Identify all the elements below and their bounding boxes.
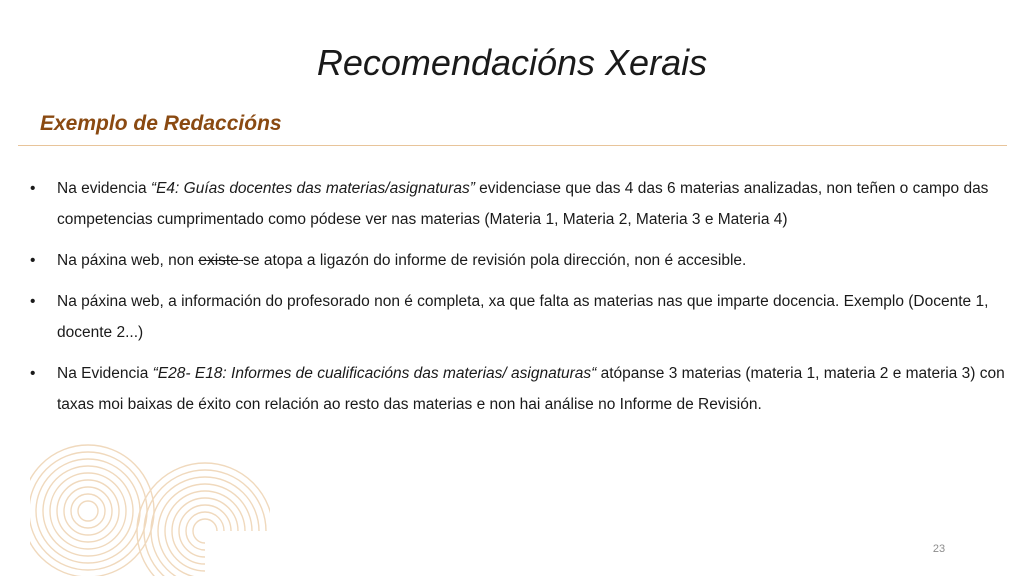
page-number: 23 — [932, 543, 946, 555]
divider-line — [18, 145, 1007, 146]
logo-arc — [151, 477, 259, 576]
logo-ring — [71, 494, 105, 528]
list-item — [30, 173, 1005, 235]
logo-arc — [179, 505, 231, 557]
bullet-text-pre: Na páxina web, non — [57, 252, 199, 269]
logo-arc — [165, 491, 245, 571]
list-item — [30, 286, 1005, 348]
bullet-list — [30, 173, 1005, 430]
logo-ring — [30, 452, 147, 570]
logo-arc — [172, 498, 238, 564]
concentric-arcs-logo-icon — [30, 436, 270, 576]
logo-ring — [36, 459, 140, 563]
bullet-text: Na páxina web, a información do profesorado non é completa, xa que falta as materias nas que imparte docencia. Exemplo (Docente 1, docente 2...) — [57, 293, 989, 341]
bullet-text-post: atópanse 3 materias (materia 1, materia 2 e materia 3) con taxas moi baixas de éxito con relación ao resto das materias e non hai análise no Informe de Revisión. — [57, 365, 1005, 413]
logo-ring — [57, 480, 119, 542]
logo-arc — [193, 519, 217, 543]
bullet-text-post: se atopa a ligazón do informe de revisión pola dirección, non é accesible. — [243, 252, 747, 269]
bullet-text-pre: Na evidencia — [57, 180, 151, 197]
list-item — [30, 245, 1005, 276]
logo-arc — [186, 512, 224, 550]
bullet-text-post: evidenciase que das 4 das 6 materias analizadas, non teñen o campo das competencias cumprimentado como pódese ver nas materias (Materia 1, Materia 2, Materia 3 e Materia 4) — [57, 180, 989, 228]
list-item — [30, 358, 1005, 420]
bullet-icon: • — [30, 180, 36, 197]
logo-ring — [78, 501, 98, 521]
bullet-icon: • — [30, 365, 36, 382]
struck-word: existe — [198, 252, 244, 269]
bullet-text-pre: Na Evidencia — [57, 365, 153, 382]
section-subtitle: Exemplo de Redaccións — [40, 112, 282, 135]
bullet-icon: • — [30, 293, 36, 310]
evidence-reference: “E4: Guías docentes das materias/asignaturas” — [150, 180, 475, 197]
evidence-reference: “E28- E18: Informes de cualificacións das materias/ asignaturas“ — [152, 365, 597, 382]
slide-title: Recomendacións Xerais — [316, 42, 708, 83]
logo-ring — [50, 473, 126, 549]
bullet-icon: • — [30, 252, 36, 269]
logo-arc — [144, 470, 266, 576]
